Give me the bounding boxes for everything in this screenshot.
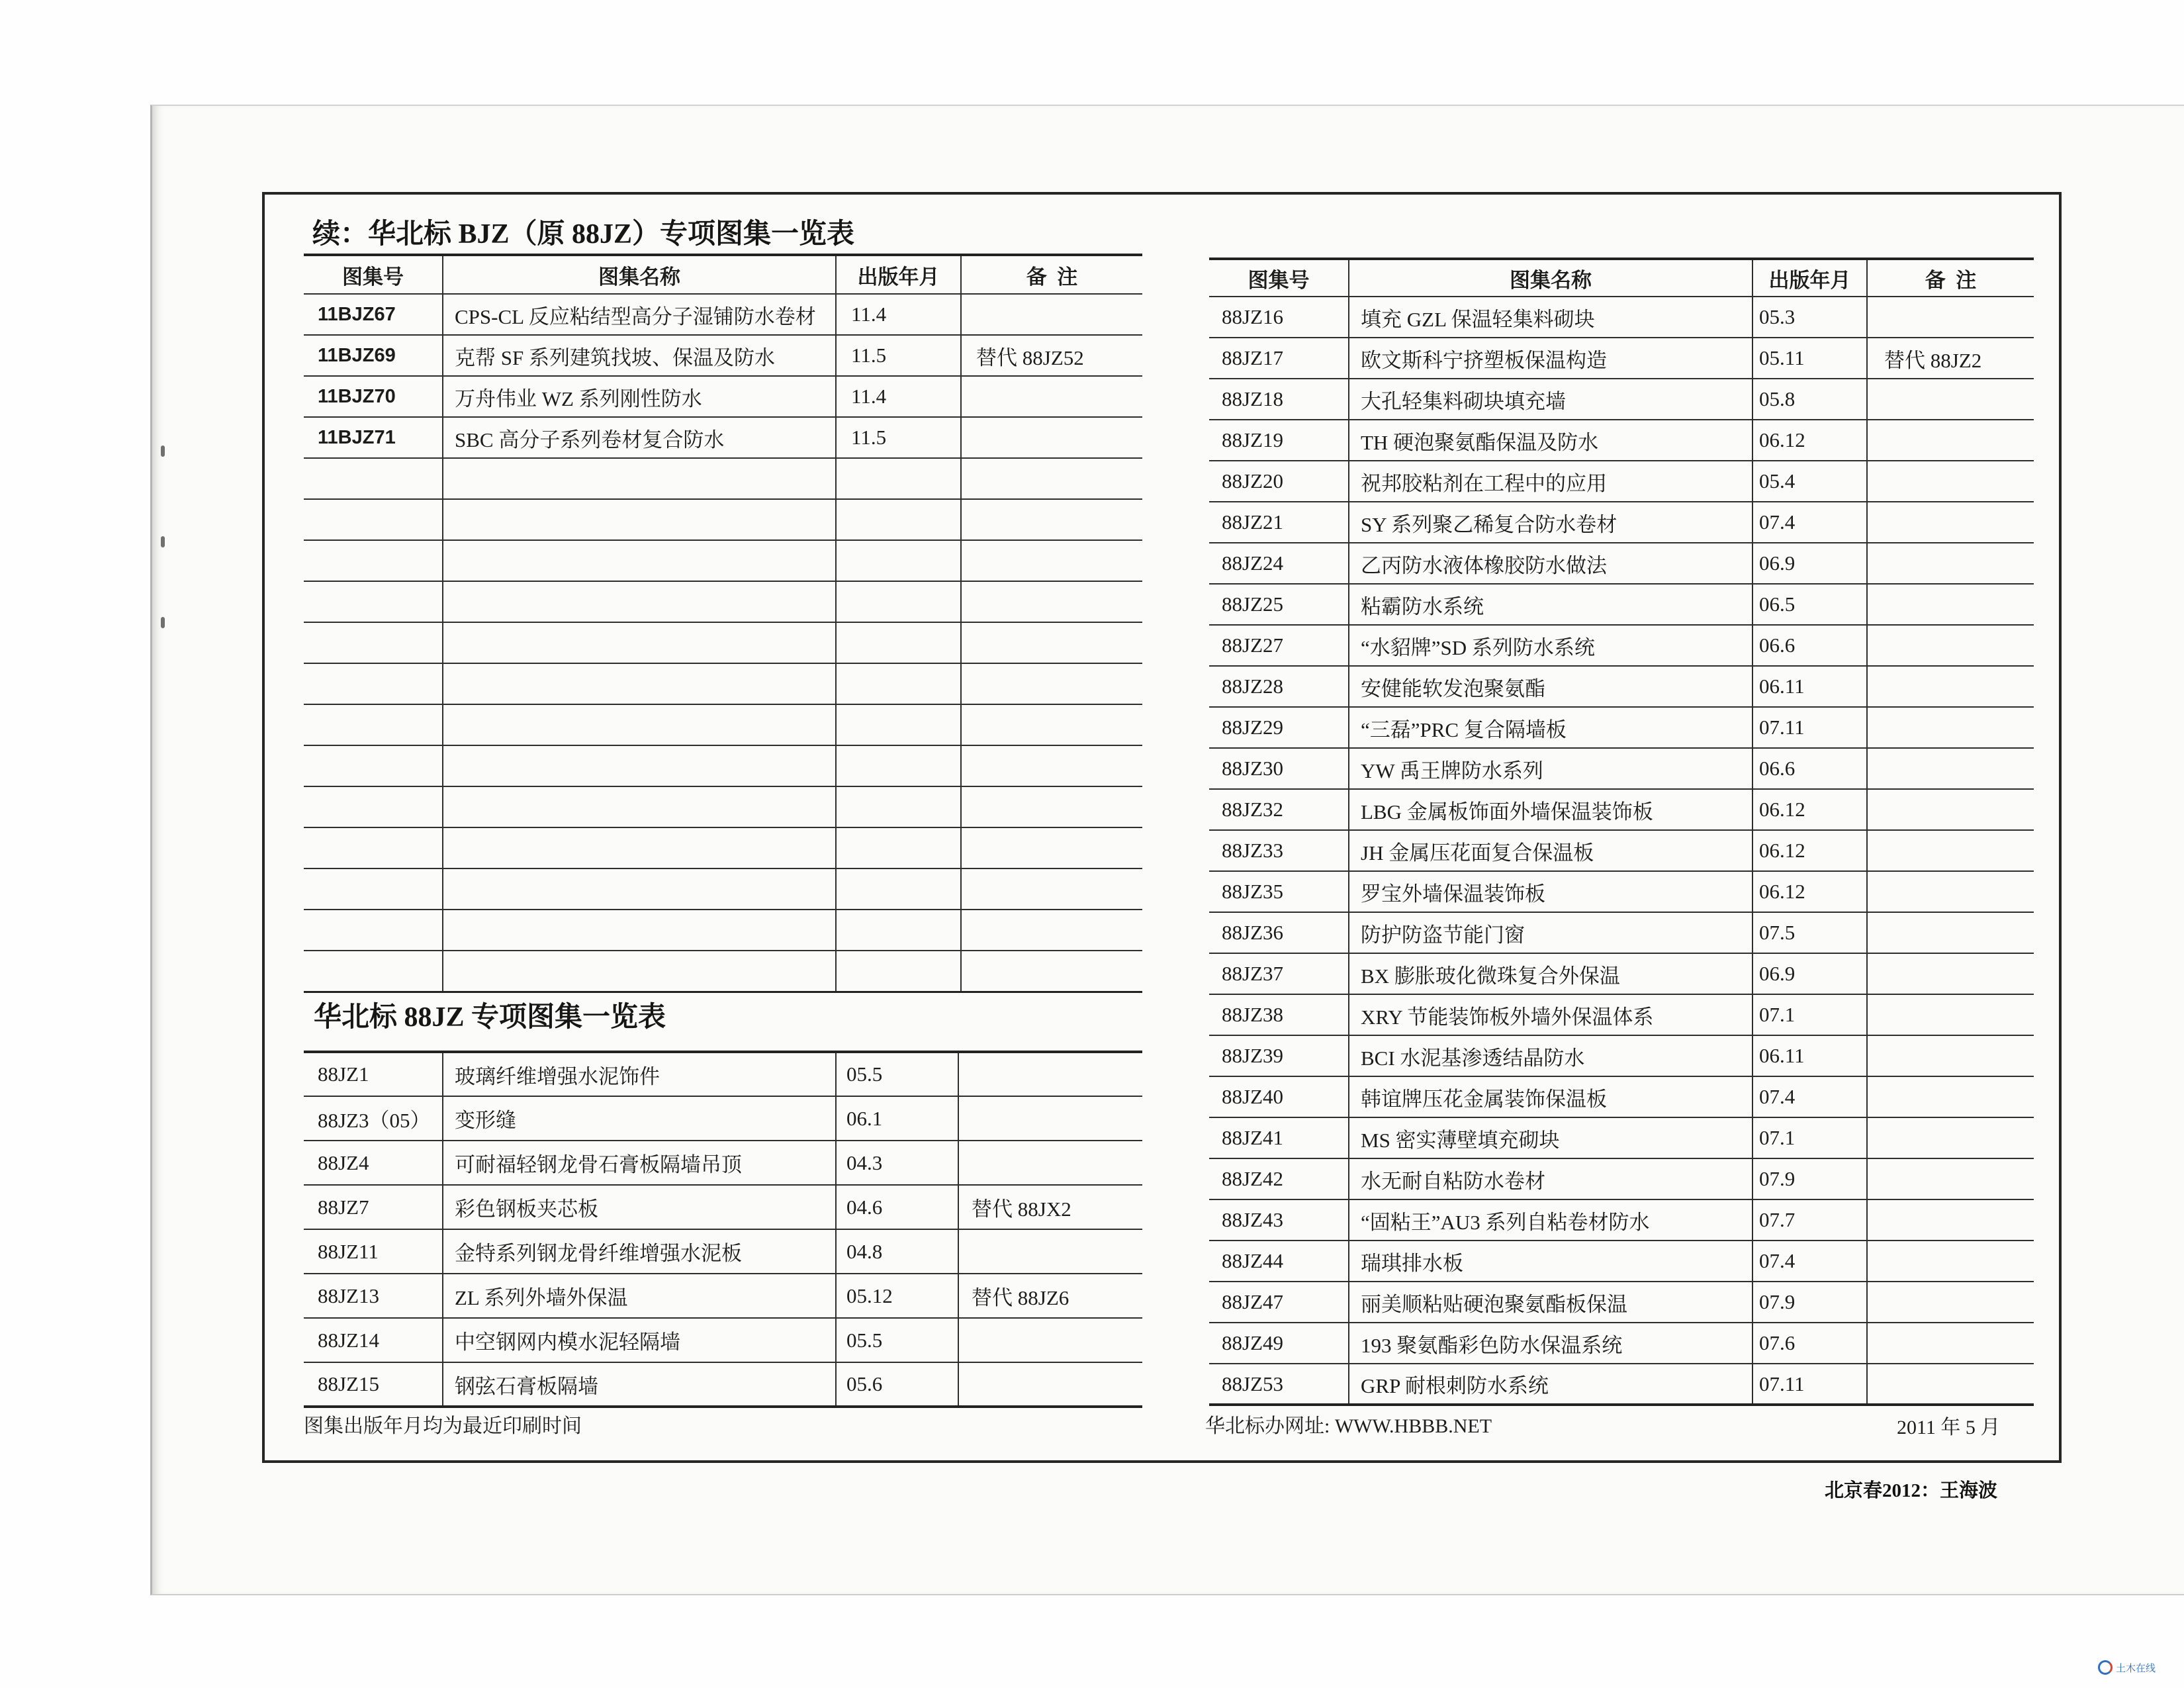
atlas-number-cell: 88JZ4: [304, 1141, 443, 1185]
atlas-number-cell: 88JZ30: [1209, 748, 1349, 789]
publish-date-cell: 11.4: [836, 294, 961, 335]
remarks-cell: [1867, 1241, 2034, 1282]
atlas-number-cell: 88JZ18: [1209, 379, 1349, 420]
atlas-name-cell: 大孔轻集料砌块填充墙: [1349, 379, 1752, 420]
atlas-name-header: 图集名称: [443, 255, 836, 294]
remarks-cell: [961, 458, 1142, 499]
remarks-cell: [961, 294, 1142, 335]
atlas-number-cell: 88JZ24: [1209, 543, 1349, 584]
empty-table-row: [304, 499, 1142, 540]
scan-signature: 北京春2012：王海波: [1825, 1480, 1998, 1501]
publish-date-cell: 05.12: [836, 1274, 958, 1318]
remarks-cell: [1867, 912, 2034, 953]
remarks-cell: [958, 1318, 1142, 1362]
atlas-name-cell: 中空钢网内模水泥轻隔墙: [443, 1318, 836, 1362]
remarks-cell: [1867, 666, 2034, 707]
atlas-number-cell: 88JZ15: [304, 1362, 443, 1407]
atlas-number-cell: 11BJZ69: [304, 335, 443, 376]
publish-date-cell: 05.3: [1752, 297, 1867, 338]
remarks-cell: [1867, 297, 2034, 338]
publish-date-cell: 05.8: [1752, 379, 1867, 420]
table-row: [1209, 543, 2034, 584]
publish-date-cell: 07.7: [1752, 1199, 1867, 1241]
remarks-cell: [961, 827, 1142, 868]
remarks-cell: [1867, 707, 2034, 748]
publish-date-cell: [836, 786, 961, 827]
table-row: [304, 294, 1142, 335]
table-row: [304, 1185, 1142, 1229]
remarks-cell: [958, 1141, 1142, 1185]
atlas-name-cell: CPS-CL 反应粘结型高分子湿铺防水卷材: [443, 294, 836, 335]
publish-date-cell: 11.5: [836, 417, 961, 458]
table-row: [1209, 338, 2034, 379]
table-row: [1209, 1158, 2034, 1199]
remarks-cell: [1867, 584, 2034, 625]
empty-table-row: [304, 868, 1142, 910]
publish-date-cell: 05.6: [836, 1362, 958, 1407]
remarks-cell: [1867, 1076, 2034, 1117]
remarks-cell: 替代 88JZ52: [961, 335, 1142, 376]
atlas-name-cell: 粘霸防水系统: [1349, 584, 1752, 625]
atlas-number-cell: 88JZ37: [1209, 953, 1349, 994]
atlas-number-cell: [304, 786, 443, 827]
table-row: [304, 417, 1142, 458]
atlas-name-cell: 水无耐自粘防水卷材: [1349, 1158, 1752, 1199]
remarks-cell: [1867, 1282, 2034, 1323]
atlas-name-cell: JH 金属压花面复合保温板: [1349, 830, 1752, 871]
table-row: [304, 1052, 1142, 1096]
atlas-number-cell: 88JZ25: [1209, 584, 1349, 625]
footnote: 图集出版年月均为最近印刷时间: [304, 1415, 582, 1437]
atlas-name-cell: 万舟伟业 WZ 系列刚性防水: [443, 376, 836, 417]
publish-date-cell: 06.6: [1752, 625, 1867, 666]
atlas-number-cell: [304, 951, 443, 992]
atlas-name-cell: 193 聚氨酯彩色防水保温系统: [1349, 1323, 1752, 1364]
table-row: [304, 1096, 1142, 1141]
atlas-number-cell: [304, 827, 443, 868]
remarks-cell: [958, 1096, 1142, 1141]
atlas-number-cell: [304, 868, 443, 910]
atlas-name-cell: ZL 系列外墙外保温: [443, 1274, 836, 1318]
atlas-name-cell: 克帮 SF 系列建筑找坡、保温及防水: [443, 335, 836, 376]
publish-date-cell: 06.1: [836, 1096, 958, 1141]
publish-date-header: 出版年月: [1752, 259, 1867, 297]
remarks-cell: [961, 786, 1142, 827]
atlas-name-cell: 瑞琪排水板: [1349, 1241, 1752, 1282]
table-row: [1209, 502, 2034, 543]
publish-date-cell: [836, 499, 961, 540]
remarks-cell: [958, 1052, 1142, 1096]
atlas-name-cell: [443, 540, 836, 581]
publish-date-cell: 07.9: [1752, 1282, 1867, 1323]
remarks-cell: [1867, 1158, 2034, 1199]
atlas-name-cell: [443, 786, 836, 827]
remarks-cell: [1867, 543, 2034, 584]
table-row: [1209, 297, 2034, 338]
atlas-name-cell: [443, 663, 836, 704]
atlas-name-cell: “三磊”PRC 复合隔墙板: [1349, 707, 1752, 748]
publish-date-cell: 06.9: [1752, 543, 1867, 584]
atlas-name-cell: [443, 951, 836, 992]
watermark-logo: [2098, 1657, 2156, 1678]
table-row: [304, 1141, 1142, 1185]
publish-date-cell: [836, 910, 961, 951]
table-row: [1209, 912, 2034, 953]
atlas-number-cell: [304, 540, 443, 581]
website-note: 华北标办网址: WWW.HBBB.NET: [1205, 1415, 1492, 1437]
empty-table-row: [304, 663, 1142, 704]
bjz-table-title: 续：华北标 BJZ（原 88JZ）专项图集一览表: [312, 219, 855, 250]
atlas-number-cell: [304, 581, 443, 622]
publish-date-cell: 05.5: [836, 1318, 958, 1362]
remarks-cell: [1867, 502, 2034, 543]
atlas-number-cell: 11BJZ67: [304, 294, 443, 335]
publish-date-cell: 04.3: [836, 1141, 958, 1185]
publish-date-cell: 07.11: [1752, 707, 1867, 748]
88jz-table-left-body: [304, 1052, 1142, 1407]
remarks-cell: [961, 499, 1142, 540]
atlas-number-cell: 88JZ21: [1209, 502, 1349, 543]
atlas-number-cell: 88JZ29: [1209, 707, 1349, 748]
atlas-name-cell: 乙丙防水液体橡胶防水做法: [1349, 543, 1752, 584]
publish-date-cell: 07.9: [1752, 1158, 1867, 1199]
atlas-name-cell: MS 密实薄壁填充砌块: [1349, 1117, 1752, 1158]
remarks-header: 备 注: [1867, 259, 2034, 297]
atlas-name-cell: 丽美顺粘贴硬泡聚氨酯板保温: [1349, 1282, 1752, 1323]
table-row: [1209, 1117, 2034, 1158]
atlas-number-cell: 88JZ19: [1209, 420, 1349, 461]
atlas-name-cell: [443, 581, 836, 622]
remarks-cell: [1867, 1035, 2034, 1076]
atlas-name-cell: 金特系列钢龙骨纤维增强水泥板: [443, 1229, 836, 1274]
publish-date-cell: 05.5: [836, 1052, 958, 1096]
remarks-cell: [1867, 461, 2034, 502]
atlas-name-cell: 填充 GZL 保温轻集料砌块: [1349, 297, 1752, 338]
remarks-cell: [961, 622, 1142, 663]
atlas-name-cell: 彩色钢板夹芯板: [443, 1185, 836, 1229]
table-row: [1209, 1076, 2034, 1117]
publish-date-cell: 06.9: [1752, 953, 1867, 994]
publish-date-cell: 11.4: [836, 376, 961, 417]
atlas-number-cell: 88JZ40: [1209, 1076, 1349, 1117]
publish-date-cell: [836, 868, 961, 910]
atlas-number-cell: [304, 499, 443, 540]
table-row: [1209, 625, 2034, 666]
atlas-name-cell: [443, 745, 836, 786]
atlas-number-cell: 88JZ53: [1209, 1364, 1349, 1405]
atlas-number-cell: 88JZ33: [1209, 830, 1349, 871]
remarks-cell: [1867, 994, 2034, 1035]
atlas-number-cell: 88JZ11: [304, 1229, 443, 1274]
table-row: [1209, 994, 2034, 1035]
remarks-cell: [961, 663, 1142, 704]
atlas-name-cell: 安健能软发泡聚氨酯: [1349, 666, 1752, 707]
atlas-number-header: 图集号: [304, 255, 443, 294]
table-row: [304, 1229, 1142, 1274]
swirl-logo-icon: [2098, 1660, 2113, 1675]
punch-hole: [161, 445, 165, 457]
remarks-cell: [1867, 420, 2034, 461]
atlas-number-cell: [304, 663, 443, 704]
remarks-cell: [961, 581, 1142, 622]
remarks-cell: [961, 417, 1142, 458]
publish-date-cell: 07.11: [1752, 1364, 1867, 1405]
remarks-cell: 替代 88JX2: [958, 1185, 1142, 1229]
atlas-number-cell: 11BJZ71: [304, 417, 443, 458]
atlas-number-cell: [304, 745, 443, 786]
remarks-cell: [1867, 789, 2034, 830]
table-row: [1209, 830, 2034, 871]
remarks-cell: [1867, 1199, 2034, 1241]
table-row: [1209, 1323, 2034, 1364]
atlas-number-cell: [304, 704, 443, 745]
remarks-cell: [1867, 1364, 2034, 1405]
atlas-name-cell: BCI 水泥基渗透结晶防水: [1349, 1035, 1752, 1076]
table-row: [304, 1318, 1142, 1362]
atlas-number-cell: [304, 458, 443, 499]
table-row: [1209, 1282, 2034, 1323]
atlas-name-cell: [443, 910, 836, 951]
atlas-number-cell: 88JZ38: [1209, 994, 1349, 1035]
atlas-number-cell: 88JZ1: [304, 1052, 443, 1096]
88jz-catalog-table-left: [304, 1051, 1142, 1408]
remarks-cell: [958, 1229, 1142, 1274]
88jz-table-title: 华北标 88JZ 专项图集一览表: [314, 1002, 666, 1033]
publish-date-cell: 07.4: [1752, 1241, 1867, 1282]
publish-date-cell: 11.5: [836, 335, 961, 376]
empty-table-row: [304, 951, 1142, 992]
table-row: [304, 1362, 1142, 1407]
publish-date-cell: 07.5: [1752, 912, 1867, 953]
table-header-row: [304, 255, 1142, 294]
table-row: [304, 1274, 1142, 1318]
punch-hole: [161, 536, 165, 547]
empty-table-row: [304, 458, 1142, 499]
atlas-name-cell: 可耐福轻钢龙骨石膏板隔墙吊顶: [443, 1141, 836, 1185]
publish-date-cell: 07.6: [1752, 1323, 1867, 1364]
atlas-number-cell: 88JZ35: [1209, 871, 1349, 912]
empty-table-row: [304, 827, 1142, 868]
atlas-number-cell: 88JZ20: [1209, 461, 1349, 502]
table-row: [1209, 707, 2034, 748]
remarks-cell: [961, 745, 1142, 786]
table-row: [1209, 953, 2034, 994]
table-row: [1209, 420, 2034, 461]
publish-date-cell: [836, 622, 961, 663]
88jz-catalog-table-right: [1209, 258, 2034, 1406]
remarks-cell: 替代 88JZ6: [958, 1274, 1142, 1318]
88jz-table-right-body: [1209, 297, 2034, 1405]
publish-date-cell: [836, 458, 961, 499]
atlas-name-cell: 防护防盗节能门窗: [1349, 912, 1752, 953]
atlas-name-cell: BX 膨胀玻化微珠复合外保温: [1349, 953, 1752, 994]
publish-date-cell: 06.12: [1752, 789, 1867, 830]
atlas-name-cell: GRP 耐根刺防水系统: [1349, 1364, 1752, 1405]
publish-date-cell: 04.8: [836, 1229, 958, 1274]
publish-date-cell: 06.12: [1752, 830, 1867, 871]
publish-date-cell: 06.12: [1752, 420, 1867, 461]
atlas-name-cell: [443, 868, 836, 910]
atlas-name-cell: [443, 458, 836, 499]
atlas-number-cell: 88JZ16: [1209, 297, 1349, 338]
remarks-cell: [1867, 1117, 2034, 1158]
table-row: [304, 376, 1142, 417]
atlas-name-cell: 祝邦胶粘剂在工程中的应用: [1349, 461, 1752, 502]
atlas-name-cell: [443, 499, 836, 540]
atlas-name-cell: XRY 节能装饰板外墙外保温体系: [1349, 994, 1752, 1035]
table-row: [1209, 748, 2034, 789]
publication-date: 2011 年 5 月: [1897, 1417, 2001, 1438]
publish-date-cell: 05.11: [1752, 338, 1867, 379]
remarks-cell: [961, 376, 1142, 417]
table-row: [1209, 789, 2034, 830]
table-row: [1209, 1199, 2034, 1241]
table-row: [1209, 666, 2034, 707]
table-row: [1209, 1241, 2034, 1282]
publish-date-cell: [836, 704, 961, 745]
empty-table-row: [304, 910, 1142, 951]
table-row: [1209, 871, 2034, 912]
atlas-number-cell: 11BJZ70: [304, 376, 443, 417]
publish-date-cell: 06.11: [1752, 1035, 1867, 1076]
remarks-cell: [961, 868, 1142, 910]
empty-table-row: [304, 581, 1142, 622]
atlas-number-header: 图集号: [1209, 259, 1349, 297]
remarks-cell: [1867, 625, 2034, 666]
atlas-number-cell: 88JZ32: [1209, 789, 1349, 830]
atlas-name-cell: [443, 622, 836, 663]
remarks-cell: [1867, 748, 2034, 789]
publish-date-cell: 05.4: [1752, 461, 1867, 502]
atlas-name-cell: 欧文斯科宁挤塑板保温构造: [1349, 338, 1752, 379]
empty-table-row: [304, 786, 1142, 827]
atlas-number-cell: 88JZ13: [304, 1274, 443, 1318]
atlas-number-cell: 88JZ27: [1209, 625, 1349, 666]
empty-table-row: [304, 540, 1142, 581]
publish-date-cell: 06.5: [1752, 584, 1867, 625]
watermark-logo-text: 土木在线: [2116, 1662, 2156, 1674]
atlas-name-cell: YW 禹王牌防水系列: [1349, 748, 1752, 789]
atlas-name-cell: LBG 金属板饰面外墙保温装饰板: [1349, 789, 1752, 830]
publish-date-cell: 06.11: [1752, 666, 1867, 707]
table-row: [304, 335, 1142, 376]
atlas-number-cell: 88JZ43: [1209, 1199, 1349, 1241]
table-row: [1209, 1035, 2034, 1076]
atlas-number-cell: 88JZ3（05）: [304, 1096, 443, 1141]
publish-date-cell: [836, 663, 961, 704]
atlas-number-cell: 88JZ49: [1209, 1323, 1349, 1364]
empty-table-row: [304, 622, 1142, 663]
atlas-name-cell: 罗宝外墙保温装饰板: [1349, 871, 1752, 912]
bjz-table-body: [304, 294, 1142, 992]
atlas-name-cell: [443, 827, 836, 868]
publish-date-cell: [836, 540, 961, 581]
publish-date-cell: 04.6: [836, 1185, 958, 1229]
remarks-cell: [961, 951, 1142, 992]
empty-table-row: [304, 745, 1142, 786]
atlas-number-cell: 88JZ39: [1209, 1035, 1349, 1076]
atlas-number-cell: 88JZ47: [1209, 1282, 1349, 1323]
table-row: [1209, 379, 2034, 420]
atlas-name-cell: SBC 高分子系列卷材复合防水: [443, 417, 836, 458]
remarks-cell: [1867, 953, 2034, 994]
atlas-number-cell: 88JZ7: [304, 1185, 443, 1229]
atlas-name-cell: 钢弦石膏板隔墙: [443, 1362, 836, 1407]
publish-date-cell: 06.12: [1752, 871, 1867, 912]
remarks-cell: [961, 910, 1142, 951]
table-row: [1209, 584, 2034, 625]
publish-date-cell: 07.4: [1752, 1076, 1867, 1117]
publish-date-cell: 07.1: [1752, 1117, 1867, 1158]
remarks-cell: [961, 540, 1142, 581]
remarks-cell: [961, 704, 1142, 745]
atlas-number-cell: 88JZ28: [1209, 666, 1349, 707]
atlas-name-cell: “固粘王”AU3 系列自粘卷材防水: [1349, 1199, 1752, 1241]
atlas-name-header: 图集名称: [1349, 259, 1752, 297]
remarks-cell: 替代 88JZ2: [1867, 338, 2034, 379]
atlas-number-cell: 88JZ41: [1209, 1117, 1349, 1158]
atlas-name-cell: 变形缝: [443, 1096, 836, 1141]
table-header-row: [1209, 259, 2034, 297]
publish-date-cell: 07.4: [1752, 502, 1867, 543]
remarks-header: 备 注: [961, 255, 1142, 294]
atlas-name-cell: 韩谊牌压花金属装饰保温板: [1349, 1076, 1752, 1117]
publish-date-cell: [836, 581, 961, 622]
atlas-name-cell: TH 硬泡聚氨酯保温及防水: [1349, 420, 1752, 461]
remarks-cell: [1867, 379, 2034, 420]
atlas-number-cell: 88JZ42: [1209, 1158, 1349, 1199]
table-row: [1209, 1364, 2034, 1405]
publish-date-cell: 07.1: [1752, 994, 1867, 1035]
publish-date-cell: [836, 745, 961, 786]
punch-hole: [161, 617, 165, 628]
atlas-name-cell: SY 系列聚乙稀复合防水卷材: [1349, 502, 1752, 543]
publish-date-cell: [836, 951, 961, 992]
atlas-name-cell: 玻璃纤维增强水泥饰件: [443, 1052, 836, 1096]
remarks-cell: [1867, 1323, 2034, 1364]
remarks-cell: [1867, 871, 2034, 912]
bjz-catalog-table: [304, 254, 1142, 993]
atlas-name-cell: [443, 704, 836, 745]
empty-table-row: [304, 704, 1142, 745]
remarks-cell: [958, 1362, 1142, 1407]
atlas-number-cell: 88JZ36: [1209, 912, 1349, 953]
table-row: [1209, 461, 2034, 502]
remarks-cell: [1867, 830, 2034, 871]
atlas-number-cell: 88JZ14: [304, 1318, 443, 1362]
atlas-number-cell: [304, 910, 443, 951]
publish-date-cell: [836, 827, 961, 868]
atlas-number-cell: 88JZ17: [1209, 338, 1349, 379]
atlas-number-cell: [304, 622, 443, 663]
atlas-name-cell: “水貂牌”SD 系列防水系统: [1349, 625, 1752, 666]
atlas-number-cell: 88JZ44: [1209, 1241, 1349, 1282]
publish-date-header: 出版年月: [836, 255, 961, 294]
publish-date-cell: 06.6: [1752, 748, 1867, 789]
